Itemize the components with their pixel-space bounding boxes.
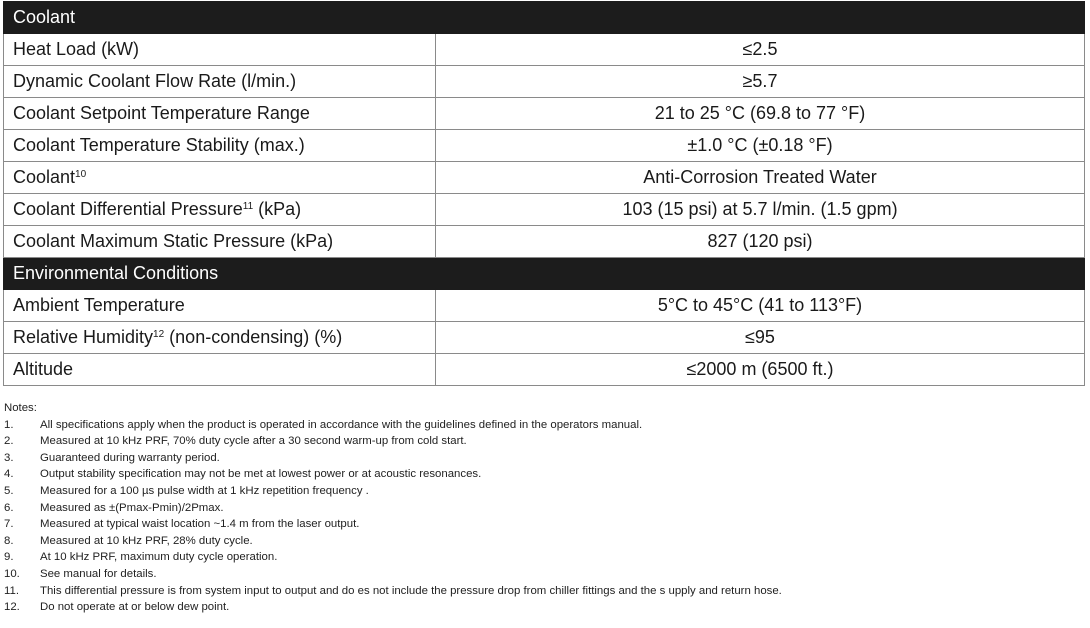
note-text: Measured for a 100 µs pulse width at 1 kHz repetition frequency . [40,484,369,497]
row-value: ±1.0 °C (±0.18 °F) [436,130,1085,162]
table-row [4,130,1085,162]
row-label: Coolant Differential Pressure$^{11}$ (kPa) [4,194,436,226]
section-header-row [4,258,1085,290]
spec-table [3,1,1085,386]
row-label: Ambient Temperature [4,290,436,322]
table-row [4,66,1085,98]
table-row [4,194,1085,226]
note-number: 1. [4,418,14,431]
section-header-row [4,2,1085,34]
note-text: Measured at typical waist location ~1.4 m from the laser output. [40,518,360,531]
section-header-blank [436,258,1085,290]
note-item [4,599,1084,616]
row-value: 5°C to 45°C (41 to 113°F) [436,290,1085,322]
note-number: 12. [4,601,20,614]
footnote-ref: 12 [153,329,165,340]
note-number: 5. [4,484,14,497]
note-number: 2. [4,435,14,448]
table-row [4,98,1085,130]
note-text: Output stability specification may not be met at lowest power or at acoustic resonances. [40,468,482,481]
section-title: Environmental Conditions [4,258,436,290]
note-text: See manual for details. [40,567,157,580]
note-item [4,500,1084,517]
note-item [4,566,1084,583]
note-text: All specifications apply when the product is operated in accordance with the guidelines defined in the operators manual. [40,418,643,431]
note-number: 7. [4,518,14,531]
table-row [4,162,1085,194]
note-number: 6. [4,501,14,514]
note-item [4,466,1084,483]
note-item [4,583,1084,600]
table-row [4,354,1085,386]
note-item [4,533,1084,550]
row-label: Coolant$^{10}$ [4,162,436,194]
row-value: 21 to 25 °C (69.8 to 77 °F) [436,98,1085,130]
note-item [4,549,1084,566]
note-text: Measured at 10 kHz PRF, 70% duty cycle after a 30 second warm-up from cold start. [40,435,467,448]
table-row [4,322,1085,354]
note-number: 10. [4,567,20,580]
row-value: 827 (120 psi) [436,226,1085,258]
note-item [4,483,1084,500]
row-value: ≤2.5 [436,34,1085,66]
row-label: Altitude [4,354,436,386]
row-value: ≤2000 m (6500 ft.) [436,354,1085,386]
note-number: 4. [4,468,14,481]
note-text: Guaranteed during warranty period. [40,451,220,464]
note-item [4,417,1084,434]
note-number: 11. [4,584,19,597]
row-value: 103 (15 psi) at 5.7 l/min. (1.5 gpm) [436,194,1085,226]
table-row [4,226,1085,258]
row-value: Anti-Corrosion Treated Water [436,162,1085,194]
note-number: 8. [4,534,14,547]
row-label: Coolant Maximum Static Pressure (kPa) [4,226,436,258]
footnote-ref: 11 [242,201,254,212]
row-label: Coolant Temperature Stability (max.) [4,130,436,162]
note-item [4,450,1084,467]
table-row [4,290,1085,322]
note-text: Do not operate at or below dew point. [40,601,230,614]
note-text: At 10 kHz PRF, maximum duty cycle operation. [40,551,278,564]
note-number: 9. [4,551,14,564]
row-value: ≤95 [436,322,1085,354]
footnote-ref: 10 [75,169,87,180]
section-header-blank [436,2,1085,34]
note-item [4,516,1084,533]
section-title: Coolant [4,2,436,34]
notes-section [4,400,1084,616]
note-text: Measured at 10 kHz PRF, 28% duty cycle. [40,534,253,547]
row-label: Dynamic Coolant Flow Rate (l/min.) [4,66,436,98]
table-row [4,34,1085,66]
note-text: Measured as ±(Pmax-Pmin)/2Pmax. [40,501,224,514]
note-number: 3. [4,451,14,464]
row-value: ≥5.7 [436,66,1085,98]
notes-heading: Notes: [4,402,37,414]
row-label: Heat Load (kW) [4,34,436,66]
note-text: This differential pressure is from system input to output and do es not include the pressure drop from chiller fittings and the s upply and return hose. [40,584,782,597]
row-label: Relative Humidity$^{12}$ (non-condensing) (%) [4,322,436,354]
note-item [4,433,1084,450]
row-label: Coolant Setpoint Temperature Range [4,98,436,130]
